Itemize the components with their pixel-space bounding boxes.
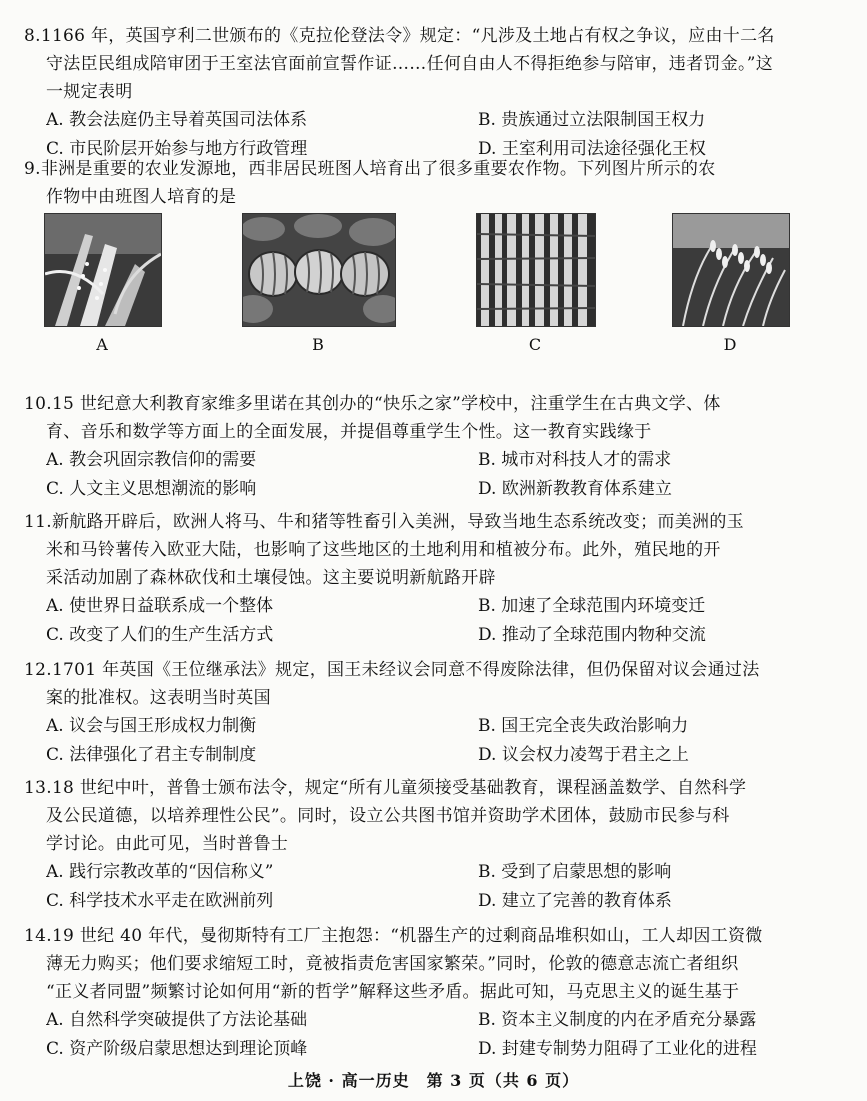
option-d[interactable]: D. 推动了全球范围内物种交流 [478,625,706,645]
question-12 [24,656,854,770]
option-c[interactable]: C. 科学技术水平走在欧洲前列 [46,891,274,911]
option-d[interactable]: D. 欧洲新教教育体系建立 [478,479,672,499]
rice-photo-icon [672,213,790,327]
options-grid [24,858,854,916]
question-13 [24,774,854,916]
option-a[interactable]: A. 使世界日益联系成一个整体 [46,596,274,616]
question-text-line: 学讨论。由此可见，当时普鲁士 [46,834,289,854]
option-d[interactable]: D. 议会权力凌驾于君主之上 [478,745,689,765]
options-grid [24,592,854,650]
picture-label: C [528,335,542,354]
question-8 [24,22,854,164]
option-a[interactable]: A. 践行宗教改革的“因信称义” [46,862,274,882]
option-d[interactable]: D. 建立了完善的教育体系 [478,891,672,911]
option-b[interactable]: B. 受到了启蒙思想的影响 [478,862,672,882]
picture-label: B [312,335,324,354]
question-number: 12. [24,660,52,680]
picture-option-b[interactable] [242,213,392,354]
question-text-line: 19 世纪 40 年代，曼彻斯特有工厂主抱怨：“机器生产的过剩商品堆积如山，工人却因工资微 [51,926,763,946]
question-text-line: 18 世纪中叶，普鲁士颁布法令，规定“所有儿童须接受基础教育，课程涵盖数学、自然科学 [51,778,747,798]
question-text-line: 薄无力购买；他们要求缩短工时，竟被指责危害国家繁荣。”同时，伦敦的德意志流亡者组织 [46,954,739,974]
options-grid [24,446,854,504]
options-grid [24,1006,854,1064]
picture-option-d[interactable] [672,213,822,354]
option-c[interactable]: C. 资产阶级启蒙思想达到理论顶峰 [46,1039,308,1059]
question-text-line: 一规定表明 [46,82,133,102]
corn-photo-icon [44,213,162,327]
crop-pictures [0,213,867,363]
sugarcane-photo-icon [476,213,596,327]
option-d[interactable]: D. 王室利用司法途径强化王权 [478,139,706,159]
options-grid [24,712,854,770]
question-number: 10. [24,394,52,414]
question-text-line: 1701 年英国《王位继承法》规定，国王未经议会同意不得废除法律，但仍保留对议会通过法 [51,660,760,680]
question-text-line: 米和马铃薯传入欧亚大陆，也影响了这些地区的土地利用和植被分布。此外，殖民地的开 [46,540,721,560]
option-c[interactable]: C. 法律强化了君主专制制度 [46,745,257,765]
option-a[interactable]: A. 教会法庭仍主导着英国司法体系 [46,110,308,130]
question-number: 14. [24,926,52,946]
option-c[interactable]: C. 改变了人们的生产生活方式 [46,625,274,645]
question-text-line: “正义者同盟”频繁讨论如何用“新的哲学”解释这些矛盾。据此可知，马克思主义的诞生基于 [46,982,740,1002]
picture-label: D [723,335,737,354]
question-text-line: 育、音乐和数学等方面上的全面发展，并提倡尊重学生个性。这一教育实践缘于 [46,422,652,442]
option-b[interactable]: B. 国王完全丧失政治影响力 [478,716,689,736]
question-text-line: 作物中由班图人培育的是 [46,187,237,207]
question-text-line: 新航路开辟后，欧洲人将马、牛和猪等牲畜引入美洲，导致当地生态系统改变；而美洲的玉 [51,512,744,532]
question-14 [24,922,854,1064]
question-10 [24,390,854,504]
question-text-line: 采活动加剧了森林砍伐和土壤侵蚀。这主要说明新航路开辟 [46,568,496,588]
question-text-line: 案的批准权。这表明当时英国 [46,688,271,708]
picture-option-c[interactable] [476,213,626,354]
page-footer: 上饶 · 高一历史 第 3 页（共 6 页） [287,1071,580,1090]
option-a[interactable]: A. 议会与国王形成权力制衡 [46,716,257,736]
option-c[interactable]: C. 人文主义思想潮流的影响 [46,479,257,499]
option-d[interactable]: D. 封建专制势力阻碍了工业化的进程 [478,1039,757,1059]
picture-label: A [96,335,108,354]
question-text-line: 及公民道德，以培养理性公民”。同时，设立公共图书馆并资助学术团体，鼓励市民参与科 [46,806,730,826]
option-b[interactable]: B. 资本主义制度的内在矛盾充分暴露 [478,1010,757,1030]
question-11 [24,508,854,650]
question-text-line: 1166 年，英国亨利二世颁布的《克拉伦登法令》规定：“凡涉及土地占有权之争议，应由十二名 [40,26,775,46]
question-number: 13. [24,778,52,798]
option-c[interactable]: C. 市民阶层开始参与地方行政管理 [46,139,308,159]
question-number: 9. [24,159,41,179]
watermelon-photo-icon [242,213,396,327]
question-text-line: 15 世纪意大利教育家维多里诺在其创办的“快乐之家”学校中，注重学生在古典文学、体 [51,394,721,414]
option-b[interactable]: B. 贵族通过立法限制国王权力 [478,110,706,130]
question-9 [24,155,854,211]
option-a[interactable]: A. 教会巩固宗教信仰的需要 [46,450,257,470]
option-a[interactable]: A. 自然科学突破提供了方法论基础 [46,1010,308,1030]
picture-option-a[interactable] [44,213,194,354]
option-b[interactable]: B. 城市对科技人才的需求 [478,450,672,470]
question-number: 8. [24,26,41,46]
question-number: 11. [24,512,52,532]
option-b[interactable]: B. 加速了全球范围内环境变迁 [478,596,706,616]
question-text-line: 非洲是重要的农业发源地，西非居民班图人培育出了很多重要农作物。下列图片所示的农 [40,159,716,179]
question-text-line: 守法臣民组成陪审团于王室法官面前宣誓作证……任何自由人不得拒绝参与陪审，违者罚金。”这 [46,54,774,74]
